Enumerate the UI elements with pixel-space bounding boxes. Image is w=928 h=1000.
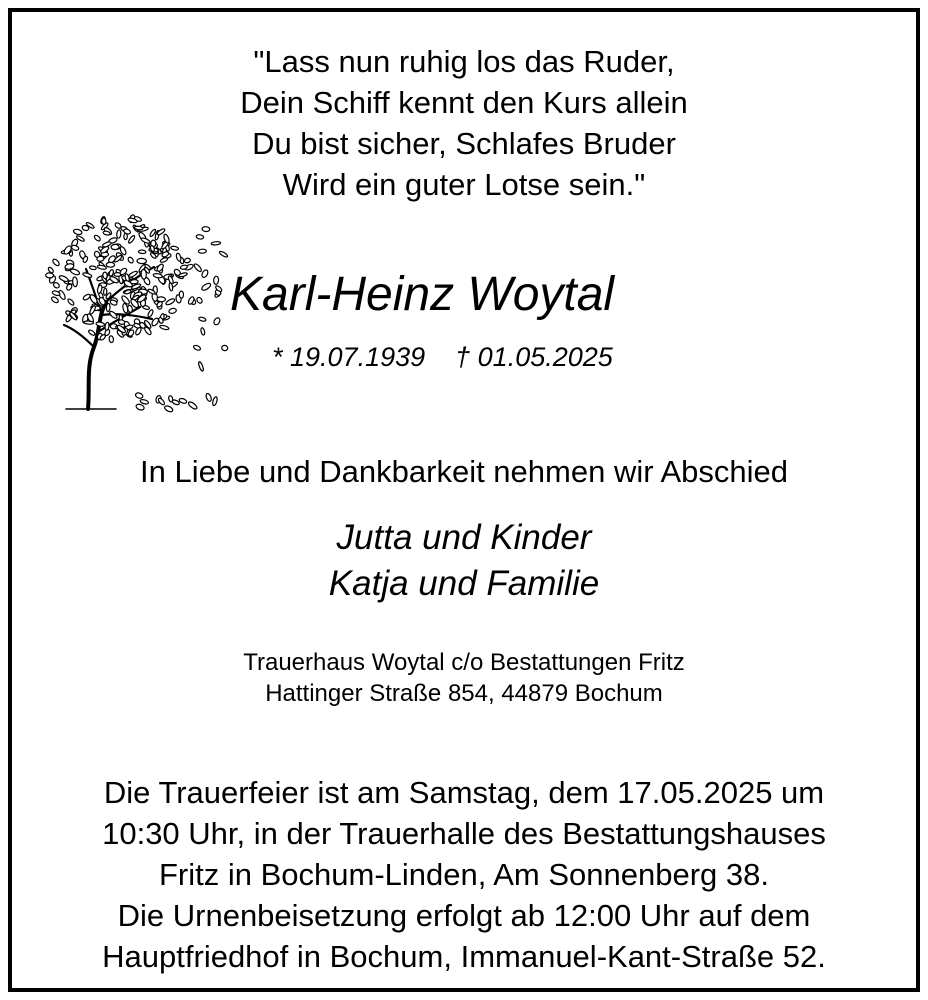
- leaf-mark: [134, 226, 143, 230]
- leaf-mark: [184, 258, 191, 264]
- leaf-mark: [159, 325, 169, 331]
- obituary-card: [8, 8, 920, 992]
- leaf-mark: [164, 405, 174, 413]
- leaf-mark: [88, 329, 96, 336]
- leaf-mark: [93, 234, 101, 242]
- mourning-address: [12, 647, 916, 709]
- leaf-mark: [135, 327, 143, 336]
- leaf-mark: [153, 273, 163, 278]
- leaf-mark: [51, 296, 60, 304]
- leaf-mark: [73, 228, 83, 235]
- leaf-mark: [138, 250, 146, 254]
- leaf-mark: [212, 396, 218, 406]
- service-line: Hauptfriedhof in Bochum, Immanuel-Kant-Straße 52.: [102, 939, 826, 974]
- leaf-mark: [58, 275, 68, 283]
- address-line: Trauerhaus Woytal c/o Bestattungen Fritz: [243, 649, 685, 676]
- leaf-mark: [175, 253, 181, 262]
- leaf-mark: [147, 309, 154, 318]
- leaf-mark: [170, 246, 178, 251]
- leaf-mark: [219, 250, 229, 258]
- leaf-mark: [121, 295, 131, 306]
- leaf-mark: [127, 256, 134, 264]
- leaf-mark: [196, 296, 203, 304]
- birth-date: * 19.07.1939: [272, 342, 426, 372]
- leaf-mark: [106, 262, 114, 267]
- service-line: Fritz in Bochum-Linden, Am Sonnenberg 38.: [158, 857, 769, 892]
- death-date: † 01.05.2025: [455, 342, 613, 372]
- leaf-mark: [156, 263, 165, 272]
- leaf-mark: [198, 361, 204, 371]
- leaf-mark: [130, 279, 138, 283]
- poem-line: Wird ein guter Lotse sein.": [282, 167, 646, 202]
- leaf-mark: [157, 397, 165, 405]
- leaf-mark: [221, 345, 228, 352]
- leaf-mark: [137, 258, 146, 263]
- leaf-mark: [211, 241, 221, 245]
- leaf-mark: [103, 288, 107, 295]
- deceased-name: Karl-Heinz Woytal: [230, 268, 615, 321]
- leaf-mark: [213, 276, 218, 285]
- leaf-mark: [179, 291, 183, 298]
- service-line: Die Trauerfeier ist am Samstag, dem 17.05.2025 um: [103, 775, 825, 810]
- leaf-mark: [198, 249, 206, 253]
- windblown-tree-icon: [36, 197, 236, 417]
- leaf-mark: [193, 263, 202, 273]
- leaf-mark: [109, 310, 118, 319]
- life-dates: [272, 342, 692, 373]
- leaf-mark: [141, 269, 147, 279]
- poem-line: "Lass nun ruhig los das Ruder,: [253, 44, 675, 79]
- leaf-mark: [140, 399, 149, 405]
- leaf-mark: [135, 392, 144, 399]
- leaf-mark: [202, 226, 210, 231]
- poem-line: Du bist sicher, Schlafes Bruder: [252, 126, 676, 161]
- leaf-mark: [160, 257, 169, 263]
- leaf-mark: [72, 277, 77, 287]
- leaf-mark: [135, 403, 145, 411]
- leaf-mark: [111, 244, 119, 249]
- leaf-mark: [140, 237, 150, 244]
- leaf-mark: [128, 235, 136, 244]
- farewell-line: In Liebe und Dankbarkeit nehmen wir Abschied: [140, 454, 788, 489]
- leaf-mark: [168, 308, 177, 314]
- leaf-mark: [102, 218, 107, 225]
- poem: [12, 41, 916, 205]
- leaf-mark: [82, 272, 92, 278]
- leaf-mark: [114, 222, 122, 230]
- leaf-mark: [105, 322, 110, 330]
- poem-line: Dein Schiff kennt den Kurs allein: [240, 85, 688, 120]
- address-line: Hattinger Straße 854, 44879 Bochum: [265, 680, 663, 707]
- leaf-mark: [84, 321, 94, 325]
- leaf-mark: [205, 393, 212, 402]
- service-line: Die Urnenbeisetzung erfolgt ab 12:00 Uhr auf dem: [117, 898, 811, 933]
- leaf-mark: [165, 298, 176, 306]
- leaf-mark: [109, 335, 114, 342]
- service-details: [12, 772, 916, 977]
- leaf-mark: [187, 401, 198, 411]
- leaf-mark: [89, 294, 99, 305]
- service-line: 10:30 Uhr, in der Trauerhalle des Bestattungshauses: [102, 816, 826, 851]
- family-names: [12, 515, 916, 607]
- leaf-mark: [97, 265, 107, 270]
- leaf-mark: [201, 282, 212, 291]
- leaf-mark: [116, 230, 121, 239]
- leaf-mark: [89, 305, 97, 315]
- leaf-mark: [196, 234, 204, 239]
- family-line: Katja und Familie: [328, 564, 600, 603]
- leaf-mark: [213, 317, 221, 326]
- leaf-mark: [89, 266, 96, 271]
- leaf-mark: [193, 344, 201, 351]
- leaf-mark: [157, 297, 166, 302]
- leaf-mark: [108, 269, 114, 277]
- leaf-mark: [52, 258, 61, 267]
- leaf-mark: [106, 303, 110, 311]
- leaf-mark: [198, 317, 206, 322]
- leaf-mark: [118, 319, 125, 325]
- leaf-mark: [67, 298, 75, 306]
- leaf-mark: [200, 327, 205, 335]
- family-line: Jutta und Kinder: [336, 518, 592, 557]
- leaf-mark: [46, 273, 54, 278]
